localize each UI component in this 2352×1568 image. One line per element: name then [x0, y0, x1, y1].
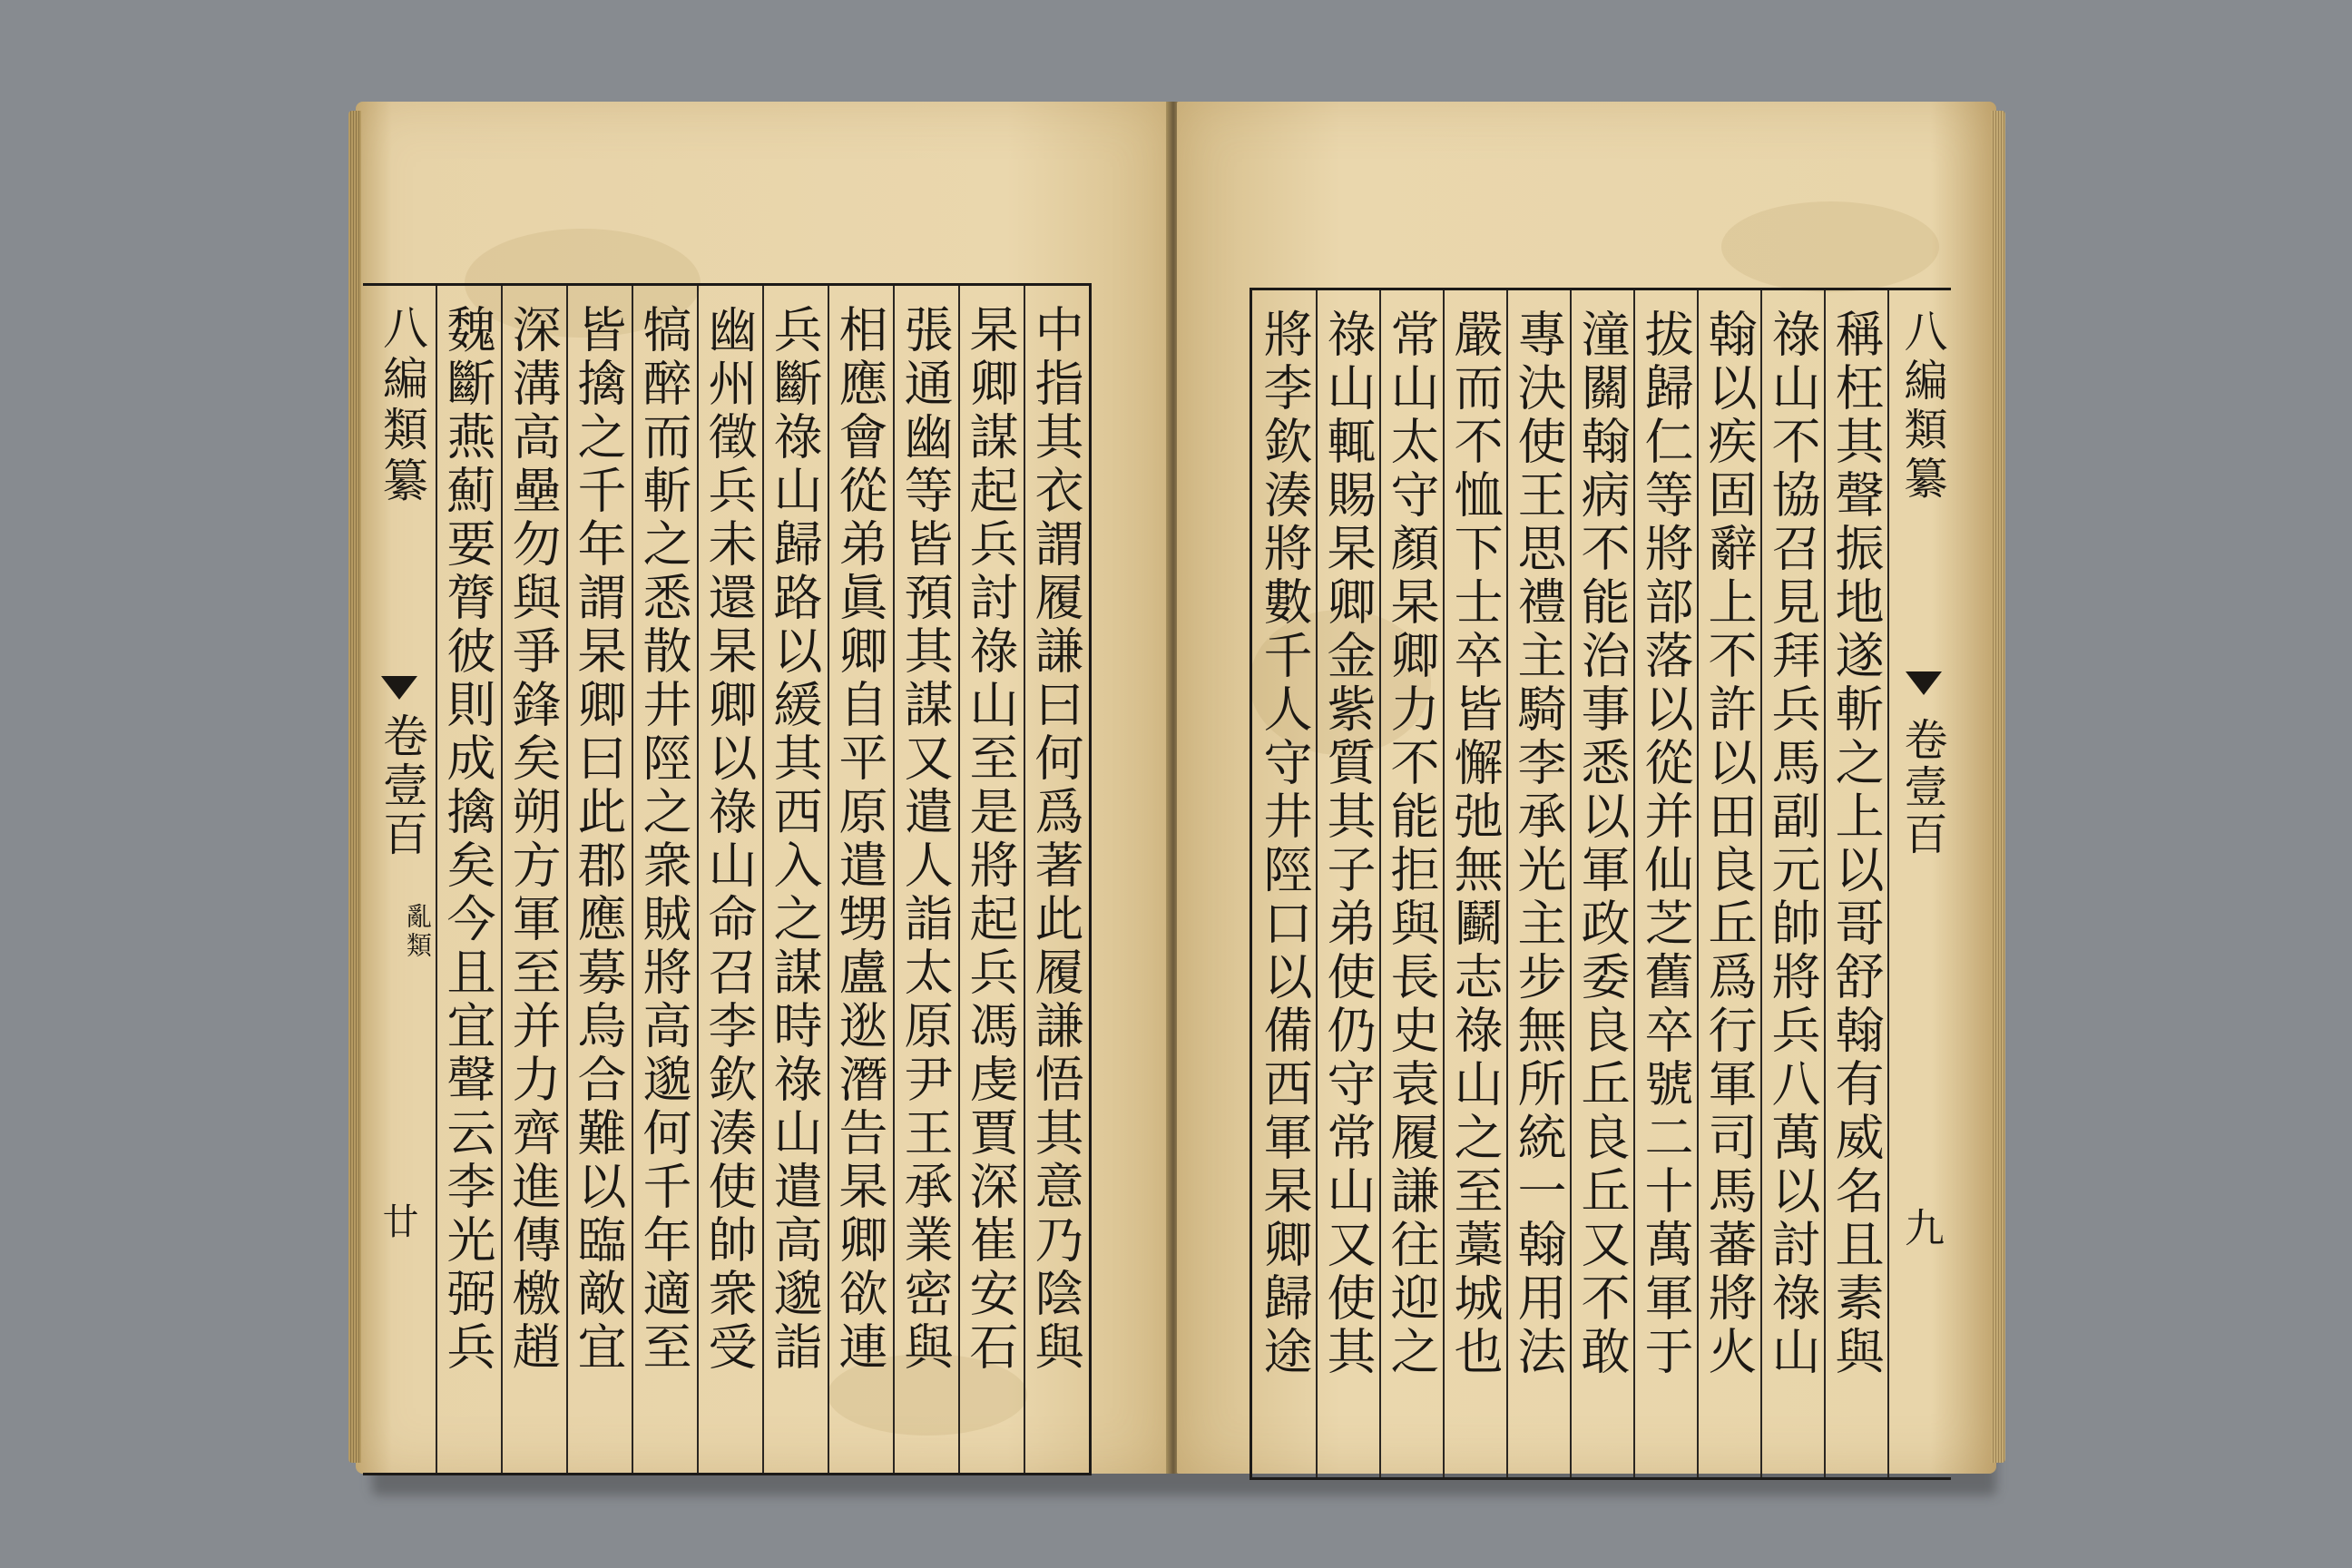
left-column-7: 犒醉而斬之悉散井陘之衆賊將高邈何千年適至 [635, 304, 692, 1375]
right-column-3: 翰以疾固辭上不許以田良丘爲行軍司馬蕃將火 [1700, 309, 1758, 1379]
open-book [356, 102, 1996, 1488]
right-column-4: 拔歸仁等將部落以從并仙芝舊卒號二十萬軍于 [1637, 309, 1694, 1379]
left-column-8: 皆擒之千年謂杲卿曰此郡應募烏合難以臨敵宜 [570, 304, 627, 1375]
right-page [1177, 102, 1996, 1474]
left-margin-folio: 廿 [377, 1202, 418, 1239]
left-margin-section: 亂類 [403, 903, 433, 961]
right-page-edge [1991, 111, 2005, 1463]
left-text-frame [363, 283, 1092, 1475]
right-margin-folio: 九 [1897, 1207, 1944, 1247]
right-column-5: 潼關翰病不能治事悉以軍政委良丘良丘又不敢 [1573, 309, 1631, 1379]
right-margin-volume: 卷壹百 [1896, 717, 1947, 858]
left-column-2: 杲卿謀起兵討祿山至是將起兵馮虔賈深崔安石 [962, 304, 1019, 1375]
left-page-edge [348, 111, 361, 1463]
right-margin-title: 八編類纂 [1896, 309, 1947, 505]
left-margin-title: 八編類纂 [376, 304, 428, 507]
left-margin-volume: 卷壹百 [376, 712, 428, 859]
left-column-3: 張通幽等皆預其謀又遣人詣太原尹王承業密與 [897, 304, 954, 1375]
right-text-frame [1250, 288, 1951, 1480]
left-column-5: 兵斷祿山歸路以緩其西入之謀時祿山遣高邈詣 [766, 304, 823, 1375]
left-page [356, 102, 1170, 1474]
right-column-7: 嚴而不恤下士卒皆懈弛無鬬志祿山之至藁城也 [1446, 309, 1504, 1379]
left-column-6: 幽州徵兵未還杲卿以祿山命召李欽湊使帥衆受 [701, 304, 758, 1375]
right-column-2: 祿山不協召見拜兵馬副元帥將兵八萬以討祿山 [1764, 309, 1821, 1379]
right-column-6: 專決使王思禮主騎李承光主步無所統一翰用法 [1510, 309, 1567, 1379]
right-fish-tail [1906, 671, 1942, 695]
right-column-8: 常山太守顏杲卿力不能拒與長史袁履謙往迎之 [1383, 309, 1440, 1379]
left-column-9: 深溝高壘勿與爭鋒矣朔方軍至并力齊進傳檄趙 [505, 304, 562, 1375]
right-column-10: 將李欽湊將數千人守井陘口以備西軍杲卿歸途 [1256, 309, 1313, 1379]
right-column-9: 祿山輒賜杲卿金紫質其子弟使仍守常山又使其 [1319, 309, 1377, 1379]
left-fish-tail [381, 676, 417, 700]
left-column-10: 魏斷燕薊要膂彼則成擒矣今且宜聲云李光弼兵 [439, 304, 496, 1375]
left-column-1: 中指其衣謂履謙曰何爲著此履謙悟其意乃陰與 [1027, 304, 1084, 1375]
left-column-4: 相應會從弟眞卿自平原遣甥盧逖潛告杲卿欲連 [831, 304, 888, 1375]
right-column-1: 稱枉其聲振地遂斬之上以哥舒翰有威名且素與 [1828, 309, 1885, 1379]
